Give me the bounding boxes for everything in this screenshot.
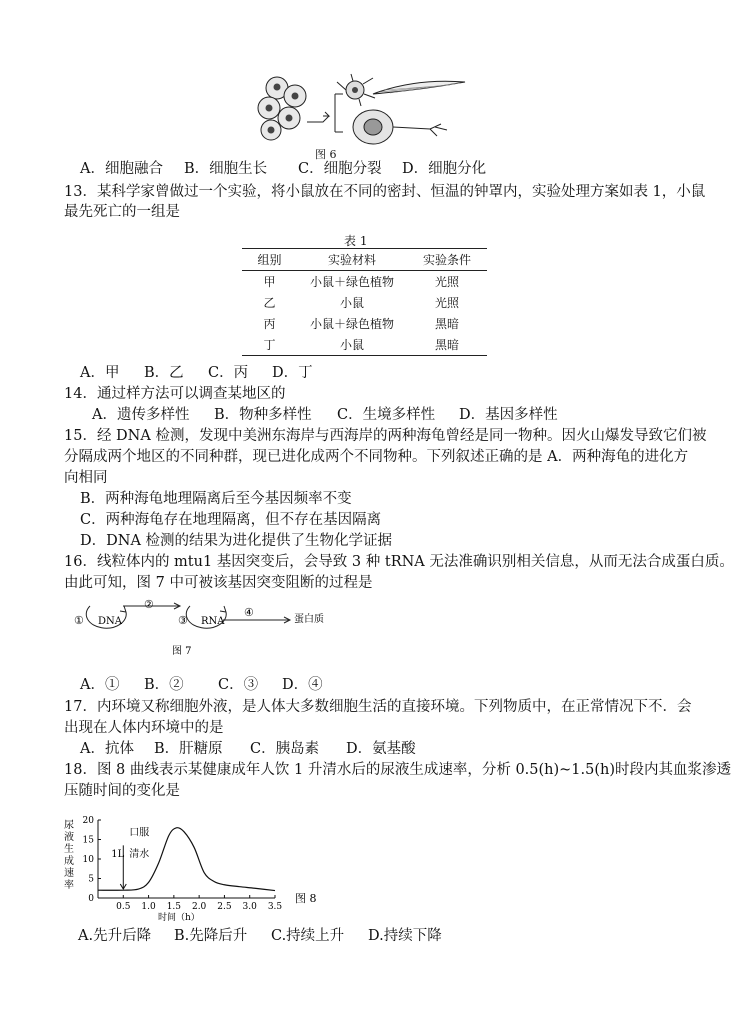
option-b: B．乙 [144, 365, 184, 381]
y-tick-label: 5 [88, 874, 94, 885]
option-a: A．① [80, 677, 120, 693]
x-tick-label: 2.5 [217, 902, 232, 912]
q17-stem-line1: 17．内环境又称细胞外液，是人体大多数细胞生活的直接环境。下列物质中，在正常情况下不．会 [64, 699, 692, 715]
q14-stem: 14．通过样方法可以调查某地区的 [64, 386, 286, 402]
y-tick-label: 10 [82, 855, 94, 865]
table-cell: 丙 [263, 317, 276, 331]
q16-stem-line1: 16．线粒体内的 mtu1 基因突变后，会导致 3 种 tRNA 无法准确识别相关信息，从而无法合成蛋白质。 [64, 554, 734, 570]
urine-rate-curve [98, 828, 275, 891]
option-d: D．丁 [272, 365, 313, 381]
label-3: ③ [178, 614, 188, 627]
table-cell: 小鼠 [339, 338, 364, 352]
x-tick-label: 3.5 [267, 902, 283, 912]
y-axis-label-char: 尿 [64, 820, 74, 831]
option-c: C．生境多样性 [337, 407, 436, 423]
option-c: C.持续上升 [271, 928, 345, 944]
q18-stem-line1: 18．图 8 曲线表示某健康成年人饮 1 升清水后的尿液生成速率，分析 0.5(h)~1.5(h)时段内其血浆渗透 [64, 762, 732, 778]
central-dogma-figure-7 [68, 598, 328, 660]
table-cell: 甲 [263, 275, 276, 289]
option-a: A．甲 [80, 365, 120, 381]
table-cell: 光照 [434, 275, 459, 289]
option-c: C．③ [218, 677, 259, 693]
table-cell: 小鼠＋绿色植物 [309, 317, 394, 331]
table-header: 实验材料 [327, 253, 376, 267]
y-tick-label: 0 [88, 894, 94, 904]
cell-figure-6 [255, 72, 470, 147]
x-tick-label: 1.0 [141, 902, 156, 912]
q15-stem-line3: 向相同 [64, 470, 108, 486]
table-cell: 丁 [263, 338, 276, 352]
y-axis-label-char: 生 [64, 844, 74, 855]
q16-stem-line2: 由此可知，图 7 中可被该基因突变阻断的过程是 [64, 575, 373, 591]
y-axis-label-char: 液 [64, 832, 74, 843]
x-axis-label: 时间（h） [158, 913, 200, 923]
table-1 [242, 248, 487, 356]
option-c: C．丙 [208, 365, 249, 381]
label-protein: 蛋白质 [294, 614, 324, 625]
table-cell: 黑暗 [434, 338, 459, 352]
table-cell: 乙 [263, 296, 276, 310]
label-2: ② [144, 598, 154, 611]
option-a: A．抗体 [80, 741, 134, 757]
y-tick-label: 20 [82, 816, 94, 826]
intake-annotation [111, 827, 149, 889]
label-dna: DNA [98, 616, 122, 627]
option-c: C．细胞分裂 [298, 161, 382, 177]
figure-8-caption: 图 8 [295, 892, 317, 905]
table-cell: 黑暗 [434, 317, 459, 331]
table-cell: 小鼠＋绿色植物 [309, 275, 394, 289]
q13-stem-line2: 最先死亡的一组是 [64, 204, 180, 220]
q13-stem-line1: 13．某科学家曾做过一个实验，将小鼠放在不同的密封、恒温的钟罩内，实验处理方案如表 1，小鼠 [64, 184, 706, 200]
q17-stem-line2: 出现在人体内环境中的是 [64, 720, 224, 736]
option-b: B．肝糖原 [154, 741, 223, 757]
table-row [242, 334, 487, 355]
annotation-line: 口服 [129, 827, 150, 839]
option-a: A.先升后降 [78, 928, 152, 944]
figure-7-caption: 图 7 [172, 646, 192, 657]
option-b: B．细胞生长 [184, 161, 268, 177]
option-d: D．氨基酸 [346, 741, 416, 757]
label-1: ① [74, 614, 84, 627]
figure-6-caption: 图 6 [315, 148, 337, 161]
q16-options [80, 675, 323, 696]
option-a: A．遗传多样性 [92, 407, 190, 423]
q15-option-b: B．两种海龟地理隔离后至今基因频率不变 [80, 491, 352, 507]
option-b: B．② [144, 677, 184, 693]
y-axis-label-char: 速 [64, 868, 74, 879]
option-a: A．细胞融合 [80, 161, 163, 177]
q14-options [92, 405, 558, 426]
annotation-line: 1L [111, 849, 125, 861]
label-4: ④ [244, 606, 254, 619]
annotation-line: 清水 [129, 849, 150, 861]
option-d: D．细胞分化 [402, 161, 487, 177]
table-header: 组别 [257, 253, 282, 267]
x-tick-label: 2.0 [191, 902, 207, 912]
table-cell: 光照 [434, 296, 459, 310]
fig6-options [80, 159, 486, 180]
q13-options [80, 363, 313, 384]
option-c: C．胰岛素 [250, 741, 320, 757]
x-tick-label: 3.0 [242, 902, 257, 912]
option-b: B．物种多样性 [214, 407, 312, 423]
urine-rate-chart-figure-8 [60, 808, 330, 924]
table-header: 实验条件 [422, 253, 471, 267]
y-axis-label [64, 819, 74, 891]
option-d: D．④ [282, 677, 323, 693]
y-axis-label-char: 率 [64, 880, 74, 891]
x-tick-label: 1.5 [166, 902, 182, 912]
q18-stem-line2: 压随时间的变化是 [64, 783, 180, 799]
q18-options [78, 926, 442, 947]
option-b: B.先降后升 [174, 928, 248, 944]
table-row [242, 292, 487, 313]
table-row [242, 313, 487, 334]
table-row [242, 271, 487, 293]
q15-option-c: C．两种海龟存在地理隔离，但不存在基因隔离 [80, 512, 382, 528]
y-axis-label-char: 成 [64, 856, 74, 867]
label-rna: RNA [201, 616, 225, 627]
table-1-title: 表 1 [344, 234, 368, 248]
q15-stem-line1: 15．经 DNA 检测，发现中美洲东海岸与西海岸的两种海龟曾经是同一物种。因火山爆发导致它们被 [64, 428, 707, 444]
y-tick-label: 15 [82, 835, 94, 846]
q15-stem-line2: 分隔成两个地区的不同种群，现已进化成两个不同物种。下列叙述正确的是 A．两种海龟的进化方 [64, 449, 689, 465]
q15-option-d: D．DNA 检测的结果为进化提供了生物化学证据 [80, 533, 393, 549]
x-tick-label: 0.5 [116, 902, 131, 912]
option-d: D.持续下降 [368, 928, 442, 944]
option-d: D．基因多样性 [459, 407, 558, 423]
q17-options [80, 739, 416, 760]
table-cell: 小鼠 [339, 296, 364, 310]
